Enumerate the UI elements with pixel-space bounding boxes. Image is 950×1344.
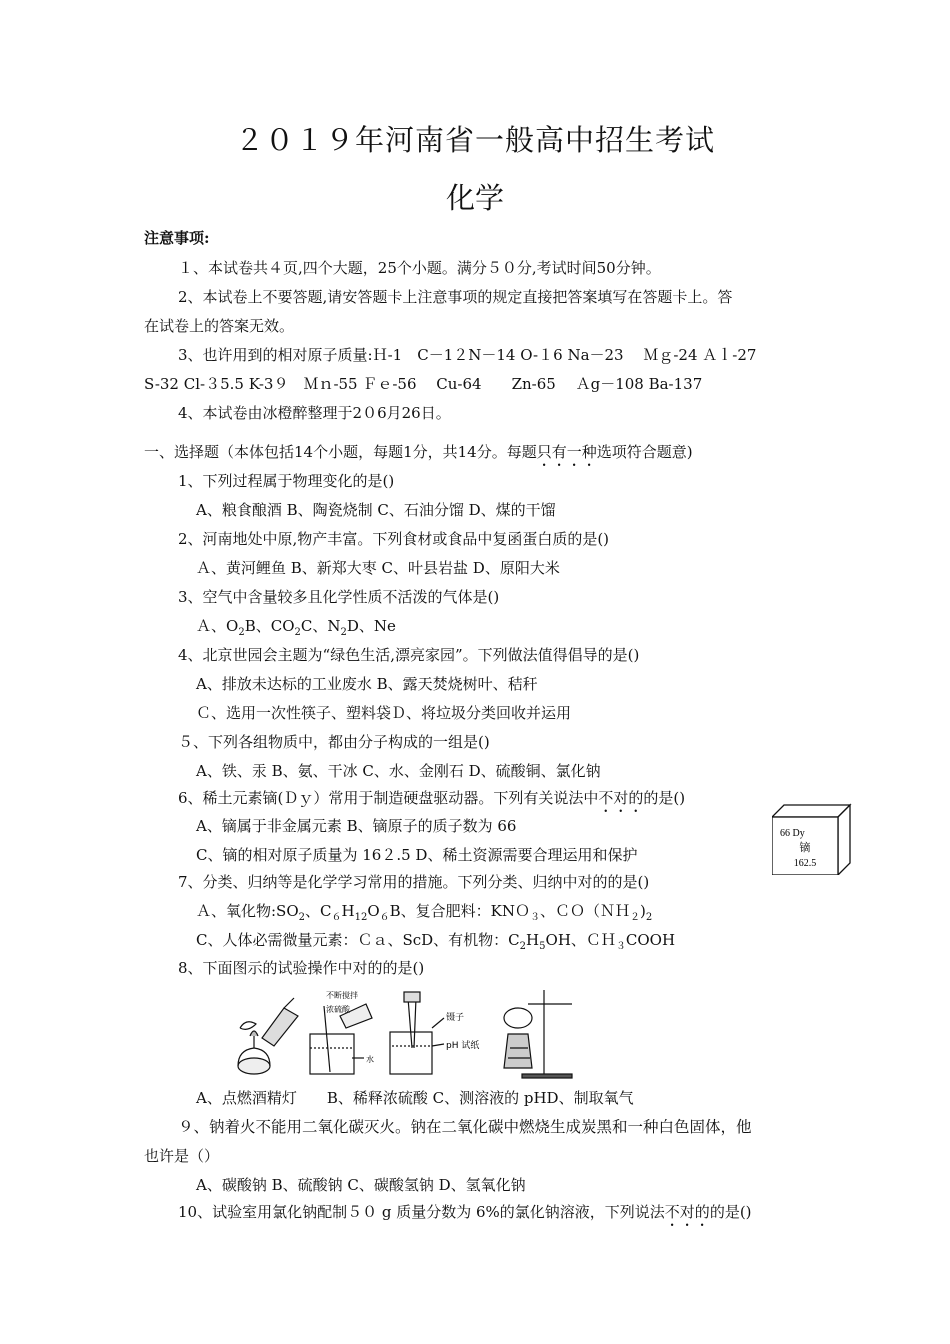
- question-5-options: A、铁、汞 B、氨、干冰 C、水、金刚石 D、硫酸铜、氯化钠: [196, 762, 601, 780]
- notice-item: 在试卷上的答案无效。: [144, 317, 295, 335]
- figure-label-stir: 不断搅拌: [326, 991, 358, 1000]
- figure-label-acid: 浓硫酸: [326, 1005, 350, 1014]
- question-3: 3、空气中含量较多且化学性质不活泼的气体是(): [178, 588, 500, 606]
- notice-item: 2、本试卷上不要答题,请安答题卡上注意事项的规定直接把答案填写在答题卡上。答: [178, 288, 733, 306]
- question-3-options: Ａ、$O_2B$、$CO_2C$、$N_2D$、Ne: [196, 617, 396, 638]
- subject-title: 化学: [445, 181, 504, 215]
- section-heading: 一、选择题（本体包括14个小题，每题1分，共14分。每题只有一种选项符合题意): [144, 443, 693, 461]
- question-9-continued: 也许是（）: [144, 1147, 220, 1165]
- figure-label-water: 水: [366, 1055, 374, 1064]
- question-5: ５、下列各组物质中，都由分子构成的一组是(): [178, 733, 490, 751]
- element-number-symbol: 66 Dy: [780, 828, 805, 839]
- oxygen-apparatus-drawing: [504, 990, 572, 1078]
- alcohol-lamp-drawing: [238, 998, 298, 1074]
- notice-item: １、本试卷共４页,四个大题，25个小题。满分５０分,考试时间50分钟。: [178, 259, 661, 277]
- notice-item: 3、也许用到的相对原子质量:Ｈ-1 C－1２N－14 O-１6 Na－23 Ｍｇ-24 Ａｌ-27: [178, 346, 757, 364]
- question-8: 8、下面图示的试验操作中对的的是(): [178, 959, 425, 977]
- figure-label-ph-paper: pH 试纸: [446, 1041, 480, 1051]
- question-7-options: Ａ、氧化物$:SO_2$、$C_6H_{12}O_6B$、复合肥料：KNＯ$_3$、$CO(NH_2)_2$: [196, 902, 653, 923]
- question-6: 6、稀土元素镝(Ｄｙ）常用于制造硬盘驱动器。下列有关说法中不对的的是(): [178, 789, 686, 807]
- question-6-options: A、镝属于非金属元素 B、镝原子的质子数为 66: [196, 817, 517, 835]
- question-9: ９、钠着火不能用二氧化碳灭火。钠在二氧化碳中燃烧生成炭黑和一种白色固体，他: [178, 1118, 752, 1136]
- dilution-beaker-drawing: [310, 1004, 372, 1074]
- notice-item: 4、本试卷由冰橙醉整理于2０6月26日。: [178, 404, 451, 422]
- question-7-options: C、人体必需微量元素：Ｃａ、ScD、有机物：$C_2H_5OH$、ＣＨ$_3$COOH: [196, 931, 676, 952]
- element-name: 镝: [799, 841, 811, 854]
- question-1-options: A、粮食酿酒 B、陶瓷烧制 C、石油分馏 D、煤的干馏: [196, 501, 556, 519]
- question-4-options: Ｃ、选用一次性筷子、塑料袋Ｄ、将垃圾分类回收并运用: [196, 704, 572, 722]
- question-6-options: C、镝的相对原子质量为 16２.5 D、稀土资源需要合理运用和保护: [196, 846, 638, 864]
- lab-operations-figure: [232, 988, 582, 1080]
- question-4: 4、北京世园会主题为“绿色生活,漂亮家园”。下列做法值得倡导的是(): [178, 646, 640, 664]
- question-2: 2、河南地处中原,物产丰富。下列食材或食品中复函蛋白质的是(): [178, 530, 610, 548]
- question-1: 1、下列过程属于物理变化的是(): [178, 472, 395, 490]
- figure-label-tweezers: 镊子: [446, 1013, 465, 1023]
- question-9-options: A、碳酸钠 B、硫酸钠 C、碳酸氢钠 D、氢氧化钠: [196, 1176, 526, 1194]
- notice-item: S-32 Cl-３5.5 K-3９ Ｍｎ-55 Ｆｅ-56 Cu-64 Zn-65 Ａg－108 Ba-137: [144, 375, 703, 393]
- element-mass: 162.5: [793, 858, 817, 869]
- page-title: ２０１９年河南省一般高中招生考试: [234, 123, 715, 157]
- question-10: 10、试验室用氯化钠配制５０ g 质量分数为 6%的氯化钠溶液，下列说法不对的的是(): [178, 1203, 752, 1221]
- notice-heading: 注意事项:: [144, 229, 210, 247]
- ph-test-drawing: [390, 992, 444, 1074]
- question-2-options: Ａ、黄河鲤鱼 B、新郑大枣 C、叶县岩盐 D、原阳大米: [196, 559, 560, 577]
- dysprosium-element-tile: [772, 803, 852, 875]
- question-7: 7、分类、归纳等是化学学习常用的措施。下列分类、归纳中对的的是(): [178, 873, 650, 891]
- question-4-options: A、排放未达标的工业废水 B、露天焚烧树叶、秸秆: [196, 675, 538, 693]
- question-8-options: A、点燃酒精灯 B、稀释浓硫酸 C、测溶液的 pHD、制取氧气: [196, 1089, 634, 1107]
